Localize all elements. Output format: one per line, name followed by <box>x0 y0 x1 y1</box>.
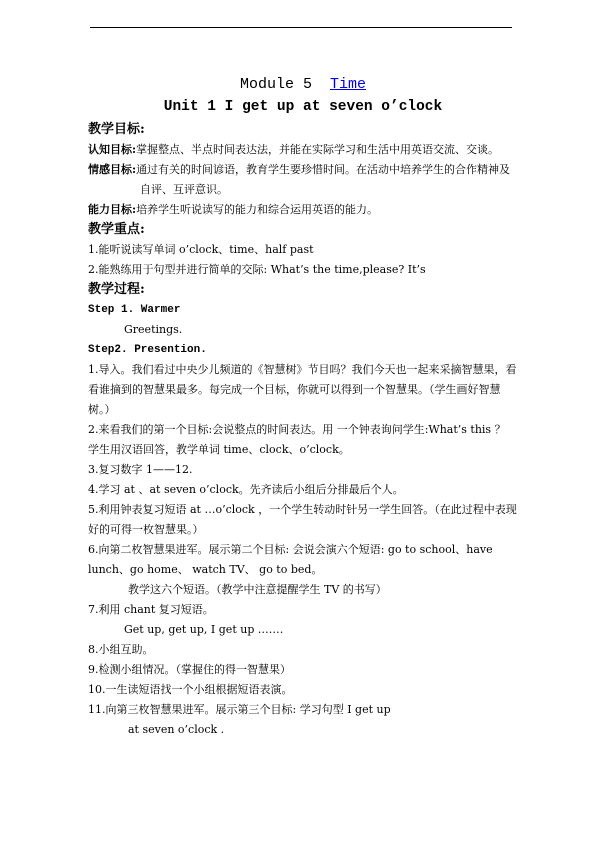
process-item: 1.导入。我们看过中央少儿频道的《智慧树》节目吗？我们今天也一起来采摘智慧果，看看谁摘到的智慧果最多。每完成一个目标，你就可以得到一个智慧果。（学生画好智慧树。） <box>88 363 517 416</box>
chant-line: Get up, get up, I get up .…… <box>124 623 284 636</box>
process-item: 11.向第三枚智慧果进军。展示第三个目标: 学习句型 I get up <box>88 703 391 716</box>
emotional-objective <box>88 160 518 200</box>
cognitive-label: 认知目标: <box>88 143 137 156</box>
process-item: 教学这六个短语。（教学中注意提醒学生 TV 的书写） <box>128 583 387 596</box>
key-point-item: 2.能熟练用于句型并进行简单的交际: What’s the time,please? It’s <box>88 263 426 276</box>
process-item: 4.学习 at 、at seven o’clock。先齐读后小组后分排最后个人。 <box>88 483 404 496</box>
header-rule <box>90 27 512 28</box>
module-title <box>88 76 518 94</box>
process-item: 5.利用钟表复习短语 at …o’clock ，一个学生转动时针另一学生回答。（在此过程中表现好的可得一枚智慧果。） <box>88 503 517 536</box>
process-item: 6.向第二枚智慧果进军。展示第二个目标: 会说会演六个短语: go to school、have lunch、go home、 watch TV、 go to bed。 <box>88 543 493 576</box>
step2-title: Step2. Presention. <box>88 344 207 356</box>
step1-title: Step 1. Warmer <box>88 304 181 316</box>
process-item: 7.利用 chant 复习短语。 <box>88 603 214 616</box>
process-item: 2.来看我们的第一个目标:会说整点的时间表达。用 一个钟表询问学生:What’s this ？ 学生用汉语回答，教学单词 time、clock、o’clock。 <box>88 423 506 456</box>
objectives-heading: 教学目标: <box>88 122 145 137</box>
cognitive-text: 掌握整点、半点时间表达法，并能在实际学习和生活中用英语交流、交谈。 <box>136 143 500 156</box>
key-points-heading: 教学重点: <box>88 222 145 237</box>
process-item: 3.复习数字 1——12. <box>88 463 193 476</box>
module-link[interactable]: Time <box>330 76 367 93</box>
ability-objective <box>88 200 518 220</box>
ability-label: 能力目标: <box>88 203 137 216</box>
process-heading: 教学过程: <box>88 282 145 297</box>
lesson-plan <box>88 76 518 740</box>
cognitive-objective <box>88 140 518 160</box>
key-point-item: 1.能听说读写单词 o’clock、time、half past <box>88 243 314 256</box>
module-label: Module 5 <box>239 76 312 93</box>
ability-text: 培养学生听说读写的能力和综合运用英语的能力。 <box>136 203 379 216</box>
process-item: 8.小组互助。 <box>88 643 154 656</box>
process-item: 10.一生读短语找一个小组根据短语表演。 <box>88 683 293 696</box>
process-item: at seven o’clock . <box>128 723 225 736</box>
emotional-text: 通过有关的时间谚语，教育学生要珍惜时间。在活动中培养学生的合作精神及自评、互评意识。 <box>136 163 511 196</box>
unit-title: Unit 1 I get up at seven o’clock <box>163 99 443 115</box>
process-item: 9.检测小组情况。（掌握住的得一智慧果） <box>88 663 291 676</box>
emotional-label: 情感目标: <box>88 163 137 176</box>
step1-text: Greetings. <box>124 323 183 336</box>
